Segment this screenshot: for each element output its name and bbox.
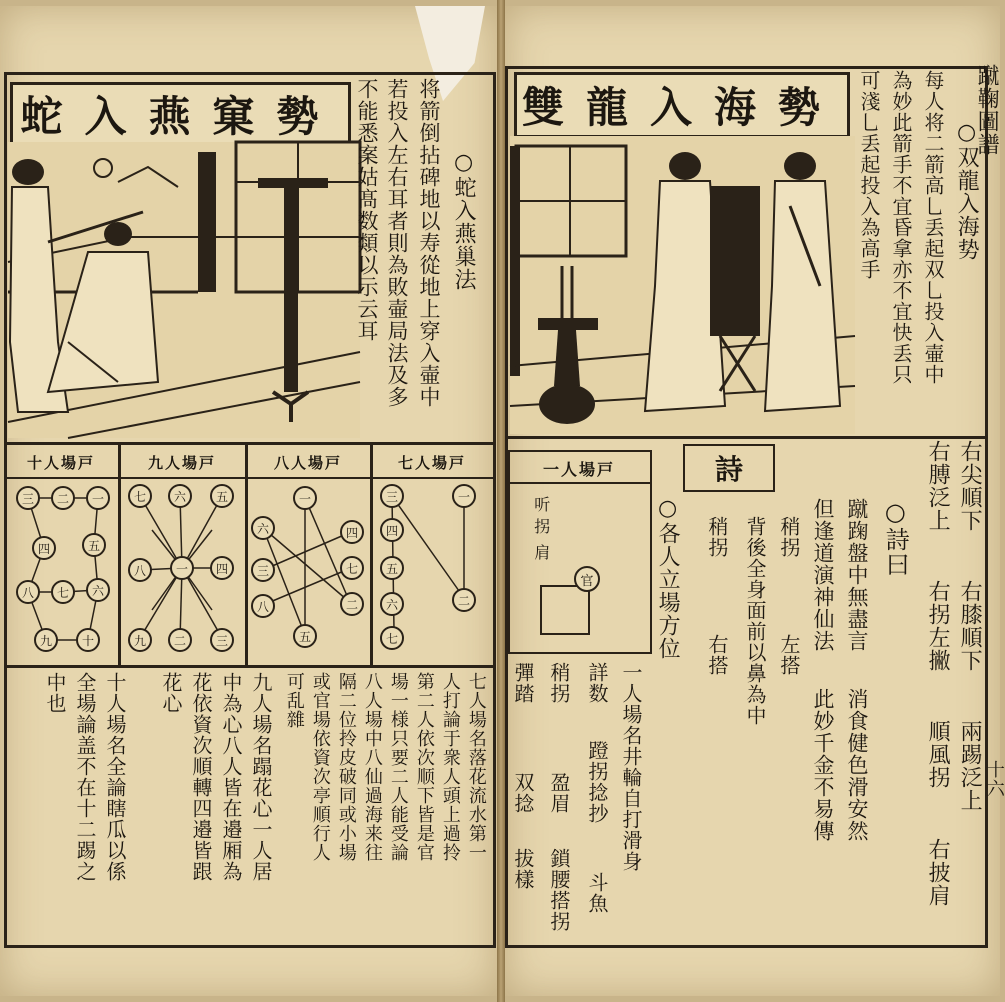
poem-line-10: 消食健色滑安然 [845, 688, 870, 842]
poem-label-box [683, 444, 775, 492]
left-method-heading: ○蛇入燕巢法 [451, 150, 477, 291]
poem-label: 詩 [714, 453, 743, 486]
left-mid-rule [4, 442, 493, 445]
left-bottom-line-9: 九人場名蹋花心一人居 [249, 672, 273, 882]
caption-eight-player: 八人場戸 [273, 454, 342, 472]
poem-line-27: 双捻 [511, 772, 535, 814]
poem-line-16: 稍拐 [705, 516, 729, 558]
poem-line-12: 此妙千金不易傳 [811, 688, 836, 842]
eight-player-pos-2: 六 [251, 516, 275, 540]
poem-line-25: 鎖腰搭拐 [547, 848, 571, 932]
poem-line-26: 彈踏 [511, 662, 535, 704]
caption-nine-player: 九人場戸 [147, 454, 216, 472]
eight-player-pos-4: 三 [251, 558, 275, 582]
caption-ten-player: 十人場戸 [26, 454, 95, 472]
right-mid-rule [505, 436, 985, 439]
caption-seven-player: 七人場戸 [397, 454, 466, 472]
right-method-line-3: 可淺乚丢起投入為高手 [857, 70, 881, 280]
poem-line-6: 順風拐 [925, 720, 951, 789]
poem-line-4: 右膊泛上 [925, 440, 951, 532]
one-player-caption-rule [508, 482, 650, 484]
nine-player-pos-2: 六 [168, 484, 192, 508]
left-bottom-line-10: 中為心八人皆在邉厢為 [219, 672, 243, 882]
one-player-seal: 官 [574, 566, 600, 592]
page-number: 十六 [983, 760, 1005, 798]
left-bottom-line-4: 場一様只要二人能受論 [387, 672, 409, 862]
seven-player-pos-2: 一 [452, 484, 476, 508]
poem-line-28: 拔樣 [511, 848, 535, 890]
running-head: 蹴鞠圖譜 [974, 64, 1000, 156]
nine-player-pos-4: 八 [128, 558, 152, 582]
left-bottom-line-7: 或官場依資次亭順行人 [309, 672, 331, 862]
right-method-line-2: 為妙此箭手不宜昏拿亦不宜快丢只 [889, 70, 913, 385]
poem-line-19: 一人場名井輪自打滑身 [619, 662, 643, 872]
poem-line-22: 斗魚 [585, 872, 609, 914]
nine-player-pos-5: 一 [170, 556, 194, 580]
ten-player-pos-3: 一 [86, 486, 110, 510]
poem-line-5: 右拐左撇 [925, 580, 951, 672]
left-bottom-line-1: 七人場名落花流水第一 [465, 672, 487, 862]
seven-player-pos-3: 四 [380, 518, 404, 542]
poem-line-23: 稍拐 [547, 662, 571, 704]
left-bottom-line-15: 中也 [43, 672, 67, 714]
right-title-box [514, 72, 850, 138]
caption-one-player: 一人場戸 [542, 460, 615, 479]
poem-line-13: 稍拐 [777, 516, 801, 558]
seven-player-pos-6: 二 [452, 588, 476, 612]
poem-line-3: 兩踢泛上 [957, 720, 983, 812]
seven-player-pos-5: 六 [380, 592, 404, 616]
left-title-box [10, 82, 351, 146]
ten-player-pos-7: 七 [51, 580, 75, 604]
seven-player-pos-4: 五 [380, 556, 404, 580]
poem-line-7: 右披肩 [925, 838, 951, 907]
eight-player-pos-1: 一 [293, 486, 317, 510]
one-player-label-3: 肩 [531, 544, 551, 561]
eight-player-pos-6: 八 [251, 594, 275, 618]
left-method-line-2: 若投入左右耳者則為敗壷局法及多 [385, 78, 410, 408]
left-bottom-line-14: 全場論盖不在十二踢之 [73, 672, 97, 882]
poem-line-20: 詳数 [585, 662, 609, 704]
poem-line-11: 但逢道演神仙法 [811, 498, 836, 652]
left-bottom-line-12: 花心 [159, 672, 183, 714]
nine-player-pos-9: 三 [210, 628, 234, 652]
nine-player-pos-1: 七 [128, 484, 152, 508]
poem-line-17: 右搭 [705, 634, 729, 676]
left-page-title: 蛇入燕窠勢 [20, 92, 341, 141]
nine-player-pos-8: 二 [168, 628, 192, 652]
ten-player-pos-8: 六 [86, 578, 110, 602]
left-bottom-line-3: 第二人依次顺下皆是官 [413, 672, 435, 862]
one-player-field [540, 585, 590, 635]
nine-player-pos-7: 九 [128, 628, 152, 652]
eight-player-pos-5: 七 [340, 556, 364, 580]
left-bottom-line-6: 隔二位拎皮破同或小場 [335, 672, 357, 862]
right-method-line-1: 每人将二箭高乚丢起双乚投入壷中 [921, 70, 945, 385]
right-illustration [510, 136, 855, 434]
poem-line-2: 右膝順下 [957, 580, 983, 672]
poem-line-9: 蹴踘盤中無盡言 [845, 498, 870, 652]
ten-player-pos-9: 九 [34, 628, 58, 652]
eight-player-pos-7: 二 [340, 592, 364, 616]
one-player-label-1: 听 [531, 496, 551, 513]
ten-player-pos-4: 四 [32, 536, 56, 560]
poem-line-15: 背後全身面前以鼻為中 [743, 516, 767, 726]
ten-player-pos-6: 八 [16, 580, 40, 604]
one-player-label-2: 拐 [531, 518, 551, 535]
caption-underline [4, 477, 493, 479]
left-bottom-line-13: 十人場名全論瞎瓜以係 [103, 672, 127, 882]
eight-player-pos-8: 五 [293, 624, 317, 648]
nine-player-pos-3: 五 [210, 484, 234, 508]
poem-line-8: ○詩曰 [881, 498, 910, 577]
poem-line-21: 蹬拐捻抄 [585, 740, 609, 824]
left-bottom-line-5: 八人場中八仙過海来往 [361, 672, 383, 862]
left-bottom-line-8: 可乱雜 [283, 672, 305, 729]
book-spine [497, 0, 505, 1002]
ten-player-pos-10: 十 [76, 628, 100, 652]
poem-line-18: ○各人立場方位 [655, 496, 681, 660]
poem-line-1: 右尖順下 [957, 440, 983, 532]
left-illustration [8, 142, 360, 438]
left-bottom-line-11: 花依資次順轉四邉皆跟 [189, 672, 213, 882]
left-bottom-line-2: 人打論于衆人頭上過拎 [439, 672, 461, 862]
seven-player-pos-1: 三 [380, 484, 404, 508]
nine-player-pos-6: 四 [210, 556, 234, 580]
left-method-line-3: 不能悉案姑髙数類以示云耳 [355, 78, 380, 342]
eight-player-pos-3: 四 [340, 520, 364, 544]
left-lower-rule [4, 665, 493, 668]
right-page-title: 雙龍入海勢 [521, 83, 842, 132]
right-method-heading: ○双龍入海势 [954, 120, 980, 261]
ten-player-pos-1: 三 [16, 486, 40, 510]
ten-player-pos-5: 五 [82, 533, 106, 557]
poem-line-14: 左搭 [777, 634, 801, 676]
ten-player-pos-2: 二 [51, 486, 75, 510]
seven-player-pos-7: 七 [380, 626, 404, 650]
poem-line-24: 盈眉 [547, 772, 571, 814]
left-method-line-1: 将箭倒拈碑地以寿從地上穿入壷中 [417, 78, 442, 408]
